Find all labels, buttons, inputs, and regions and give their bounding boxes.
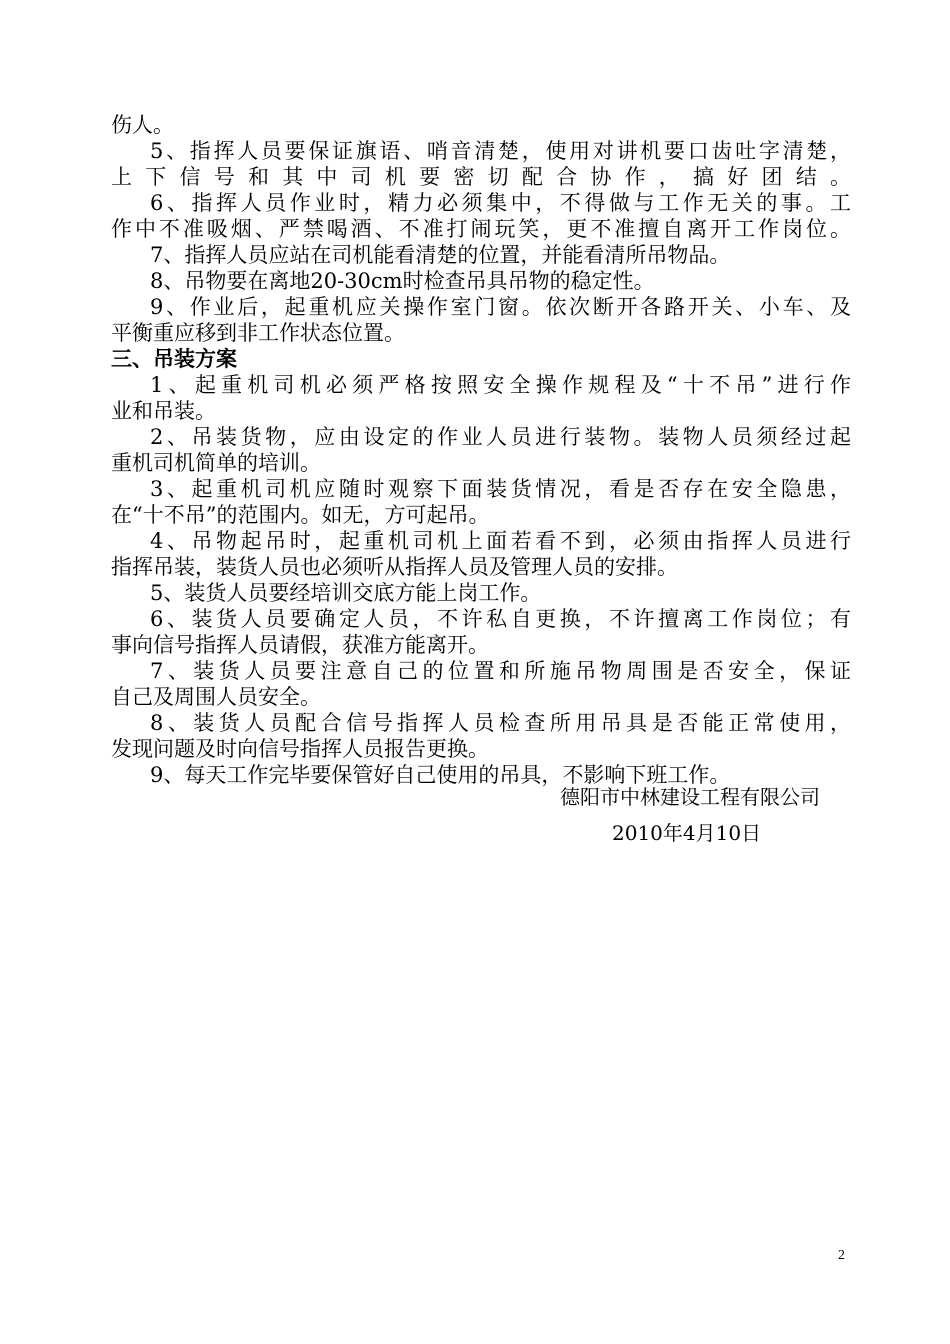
body-line: 重机司机简单的培训。 [111, 451, 321, 475]
body-line: 指挥吊装，装货人员也必须听从指挥人员及管理人员的安排。 [111, 555, 678, 579]
body-line: 7、指挥人员应站在司机能看清楚的位置，并能看清所吊物品。 [150, 243, 731, 267]
body-line: 5、装货人员要经培训交底方能上岗工作。 [150, 581, 542, 605]
body-line: 作中不准吸烟、严禁喝酒、不准打闹玩笑，更不准擅自离开工作岗位。 [111, 217, 851, 241]
body-line: 8、吊物要在离地20-30cm时检查吊具吊物的稳定性。 [150, 269, 655, 293]
body-line: 7、装货人员要注意自己的位置和所施吊物周围是否安全，保证 [150, 659, 851, 683]
body-line: 9、每天工作完毕要保管好自己使用的吊具，不影响下班工作。 [150, 763, 731, 787]
body-line: 在“十不吊”的范围内。如无，方可起吊。 [111, 503, 490, 527]
body-line: 8、装货人员配合信号指挥人员检查所用吊具是否能正常使用， [150, 711, 851, 735]
body-line: 上下信号和其中司机要密切配合协作，搞好团结。 [111, 165, 851, 189]
body-line: 4、吊物起吊时，起重机司机上面若看不到，必须由指挥人员进行 [150, 529, 851, 553]
body-line: 3、起重机司机应随时观察下面装货情况，看是否存在安全隐患， [150, 477, 851, 501]
body-line: 伤人。 [111, 113, 174, 137]
company-signature: 德阳市中林建设工程有限公司 [560, 785, 820, 809]
body-line: 1、起重机司机必须严格按照安全操作规程及“十不吊”进行作 [150, 373, 851, 397]
body-line: 平衡重应移到非工作状态位置。 [111, 321, 405, 345]
body-line: 6、装货人员要确定人员，不许私自更换，不许擅离工作岗位；有 [150, 607, 851, 631]
signature-date: 2010年4月10日 [612, 821, 762, 845]
body-line: 自己及周围人员安全。 [111, 685, 321, 709]
body-line: 事向信号指挥人员请假，获准方能离开。 [111, 633, 489, 657]
body-line: 5、指挥人员要保证旗语、哨音清楚，使用对讲机要口齿吐字清楚， [150, 139, 851, 163]
body-line: 6、指挥人员作业时，精力必须集中，不得做与工作无关的事。工 [150, 191, 851, 215]
body-line: 2、吊装货物，应由设定的作业人员进行装物。装物人员须经过起 [150, 425, 851, 449]
body-line: 业和吊装。 [111, 399, 216, 423]
body-line: 9、作业后，起重机应关操作室门窗。依次断开各路开关、小车、及 [150, 295, 851, 319]
section-heading: 三、吊装方案 [111, 346, 237, 371]
body-line: 发现问题及时向信号指挥人员报告更换。 [111, 737, 489, 761]
page-number: 2 [838, 1248, 845, 1263]
